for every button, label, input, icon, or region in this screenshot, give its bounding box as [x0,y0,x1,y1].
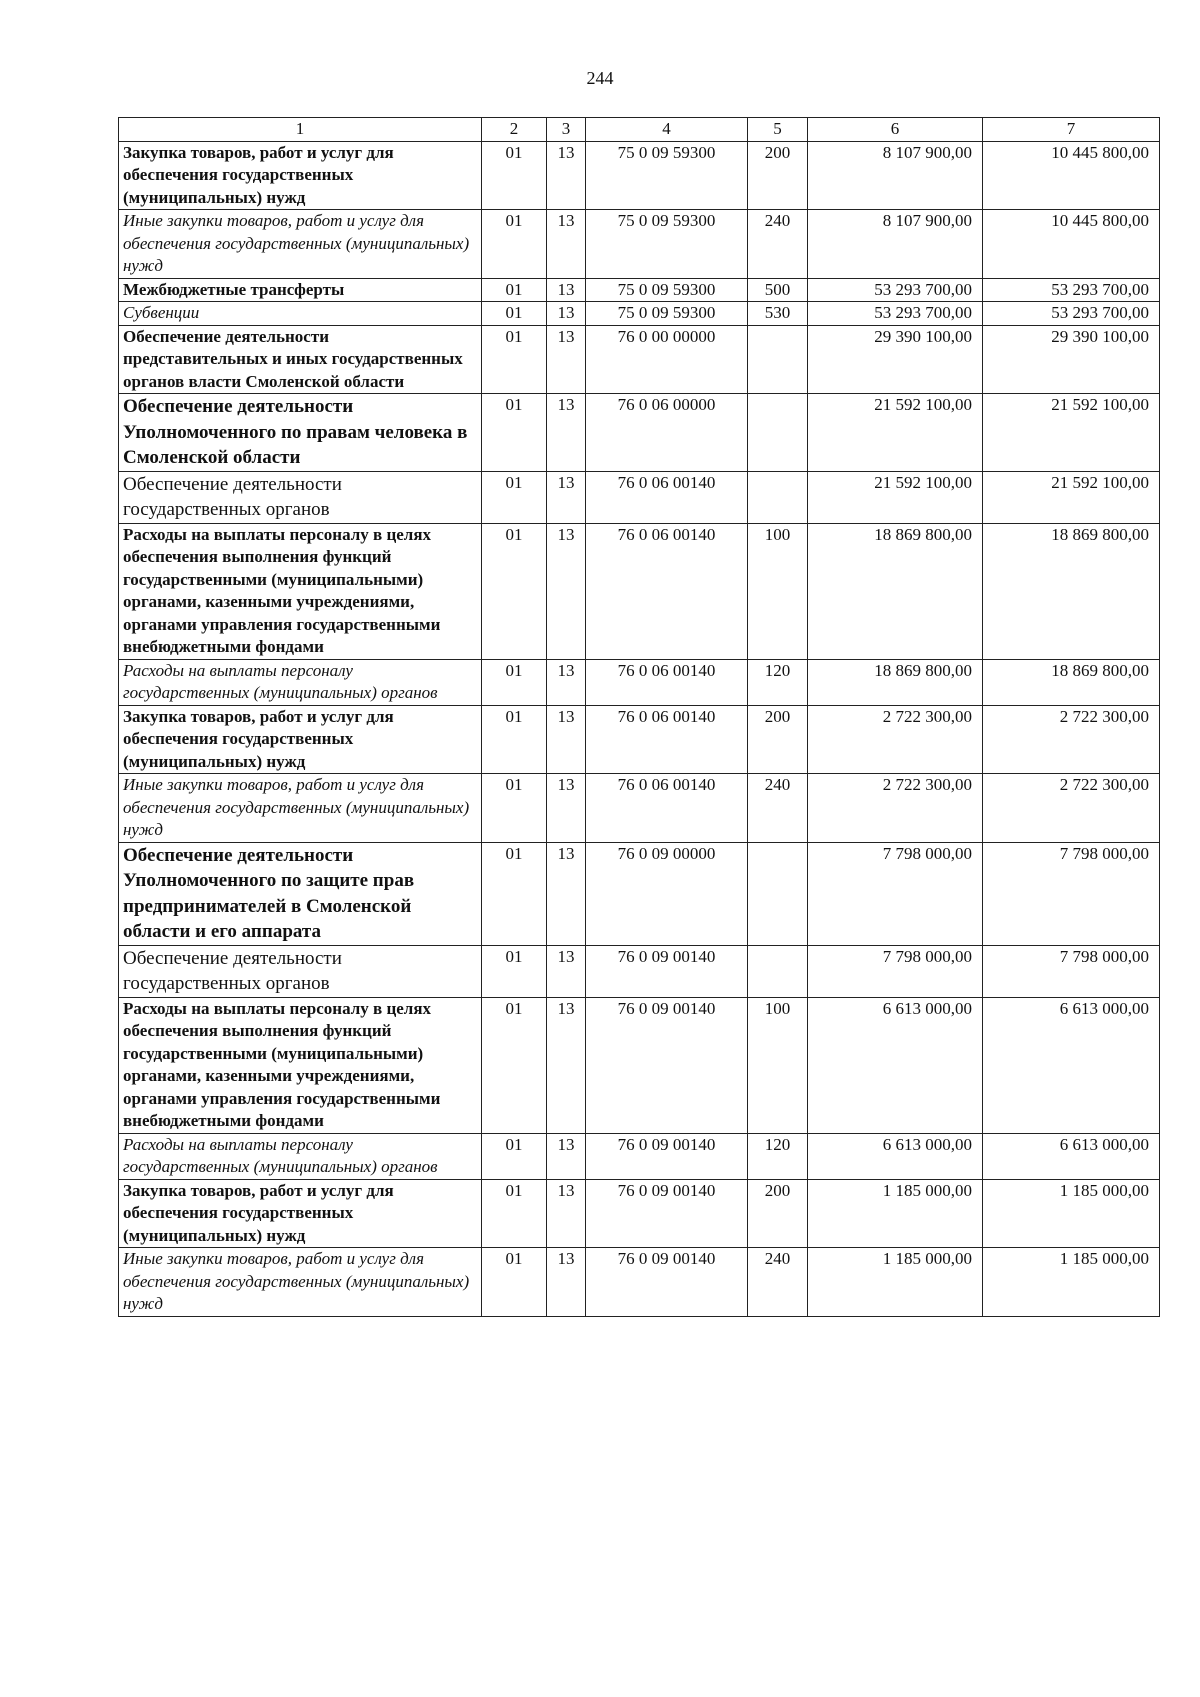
section-code-cell: 01 [482,659,547,705]
expense-type-cell [748,471,808,523]
expense-type-cell: 200 [748,1179,808,1248]
section-code-cell: 01 [482,705,547,774]
amount-year1-cell: 18 869 800,00 [808,523,983,659]
expense-type-cell: 500 [748,278,808,302]
section-code-cell: 01 [482,325,547,394]
section-code-cell: 01 [482,997,547,1133]
column-header-1: 1 [119,118,482,142]
target-article-cell: 75 0 09 59300 [586,302,748,326]
row-name-cell: Иные закупки товаров, работ и услуг для обеспечения государственных (муниципальных) нужд [119,1248,482,1317]
amount-year1-cell: 8 107 900,00 [808,141,983,210]
row-name-cell: Обеспечение деятельности Уполномоченного по правам человека в Смоленской области [119,394,482,472]
section-code-cell: 01 [482,278,547,302]
column-header-5: 5 [748,118,808,142]
column-header-4: 4 [586,118,748,142]
expense-type-cell [748,325,808,394]
amount-year2-cell: 10 445 800,00 [983,141,1160,210]
row-name-cell: Расходы на выплаты персоналу в целях обеспечения выполнения функций государственными (муниципальными) органами, казенными учреждениями, органами управления государственными внебюджетными фондами [119,523,482,659]
table-row [119,774,1160,843]
expense-type-cell: 100 [748,523,808,659]
table-row [119,471,1160,523]
target-article-cell: 76 0 06 00140 [586,705,748,774]
expense-type-cell: 240 [748,210,808,279]
row-name-cell: Расходы на выплаты персоналу государственных (муниципальных) органов [119,659,482,705]
expense-type-cell: 240 [748,774,808,843]
amount-year1-cell: 7 798 000,00 [808,842,983,945]
row-name-cell: Иные закупки товаров, работ и услуг для обеспечения государственных (муниципальных) нужд [119,210,482,279]
target-article-cell: 76 0 09 00140 [586,945,748,997]
amount-year2-cell: 6 613 000,00 [983,1133,1160,1179]
row-name-cell: Обеспечение деятельности государственных органов [119,945,482,997]
amount-year1-cell: 21 592 100,00 [808,471,983,523]
row-name-cell: Обеспечение деятельности представительных и иных государственных органов власти Смоленской области [119,325,482,394]
expense-type-cell: 240 [748,1248,808,1317]
row-name-cell: Расходы на выплаты персоналу в целях обеспечения выполнения функций государственными (муниципальными) органами, казенными учреждениями, органами управления государственными внебюджетными фондами [119,997,482,1133]
target-article-cell: 76 0 06 00000 [586,394,748,472]
table-row [119,325,1160,394]
subsection-code-cell: 13 [547,394,586,472]
subsection-code-cell: 13 [547,945,586,997]
row-name-cell: Межбюджетные трансферты [119,278,482,302]
row-name-cell: Обеспечение деятельности государственных органов [119,471,482,523]
column-header-6: 6 [808,118,983,142]
expense-type-cell: 530 [748,302,808,326]
subsection-code-cell: 13 [547,659,586,705]
section-code-cell: 01 [482,394,547,472]
target-article-cell: 76 0 00 00000 [586,325,748,394]
amount-year1-cell: 8 107 900,00 [808,210,983,279]
target-article-cell: 76 0 06 00140 [586,471,748,523]
amount-year2-cell: 7 798 000,00 [983,842,1160,945]
amount-year1-cell: 2 722 300,00 [808,774,983,843]
section-code-cell: 01 [482,141,547,210]
subsection-code-cell: 13 [547,705,586,774]
table-row [119,141,1160,210]
amount-year2-cell: 10 445 800,00 [983,210,1160,279]
row-name-cell: Закупка товаров, работ и услуг для обеспечения государственных (муниципальных) нужд [119,705,482,774]
row-name-cell: Расходы на выплаты персоналу государственных (муниципальных) органов [119,1133,482,1179]
amount-year2-cell: 18 869 800,00 [983,659,1160,705]
subsection-code-cell: 13 [547,523,586,659]
section-code-cell: 01 [482,774,547,843]
amount-year2-cell: 29 390 100,00 [983,325,1160,394]
column-header-row [119,118,1160,142]
row-name-cell: Иные закупки товаров, работ и услуг для обеспечения государственных (муниципальных) нужд [119,774,482,843]
section-code-cell: 01 [482,210,547,279]
table-row [119,1133,1160,1179]
row-name-cell: Закупка товаров, работ и услуг для обеспечения государственных (муниципальных) нужд [119,1179,482,1248]
section-code-cell: 01 [482,1248,547,1317]
table-row [119,278,1160,302]
target-article-cell: 76 0 09 00140 [586,1133,748,1179]
expense-type-cell: 200 [748,141,808,210]
expense-type-cell: 120 [748,659,808,705]
target-article-cell: 76 0 09 00140 [586,997,748,1133]
amount-year1-cell: 6 613 000,00 [808,1133,983,1179]
section-code-cell: 01 [482,471,547,523]
subsection-code-cell: 13 [547,1133,586,1179]
subsection-code-cell: 13 [547,1179,586,1248]
table-row [119,210,1160,279]
subsection-code-cell: 13 [547,471,586,523]
section-code-cell: 01 [482,945,547,997]
section-code-cell: 01 [482,302,547,326]
amount-year1-cell: 21 592 100,00 [808,394,983,472]
amount-year2-cell: 21 592 100,00 [983,471,1160,523]
target-article-cell: 75 0 09 59300 [586,210,748,279]
subsection-code-cell: 13 [547,842,586,945]
column-header-2: 2 [482,118,547,142]
budget-table [118,117,1160,1317]
subsection-code-cell: 13 [547,141,586,210]
target-article-cell: 76 0 09 00140 [586,1179,748,1248]
target-article-cell: 76 0 06 00140 [586,774,748,843]
expense-type-cell: 120 [748,1133,808,1179]
amount-year2-cell: 1 185 000,00 [983,1179,1160,1248]
amount-year2-cell: 7 798 000,00 [983,945,1160,997]
table-row [119,302,1160,326]
row-name-cell: Закупка товаров, работ и услуг для обеспечения государственных (муниципальных) нужд [119,141,482,210]
amount-year1-cell: 7 798 000,00 [808,945,983,997]
section-code-cell: 01 [482,523,547,659]
amount-year1-cell: 29 390 100,00 [808,325,983,394]
expense-type-cell: 100 [748,997,808,1133]
table-row [119,945,1160,997]
expense-type-cell: 200 [748,705,808,774]
subsection-code-cell: 13 [547,278,586,302]
expense-type-cell [748,842,808,945]
section-code-cell: 01 [482,842,547,945]
amount-year2-cell: 2 722 300,00 [983,705,1160,774]
amount-year2-cell: 18 869 800,00 [983,523,1160,659]
section-code-cell: 01 [482,1179,547,1248]
subsection-code-cell: 13 [547,210,586,279]
column-header-3: 3 [547,118,586,142]
subsection-code-cell: 13 [547,325,586,394]
table-row [119,1248,1160,1317]
amount-year2-cell: 1 185 000,00 [983,1248,1160,1317]
row-name-cell: Обеспечение деятельности Уполномоченного по защите прав предпринимателей в Смоленской области и его аппарата [119,842,482,945]
table-row [119,659,1160,705]
amount-year1-cell: 53 293 700,00 [808,302,983,326]
table-row [119,523,1160,659]
target-article-cell: 76 0 09 00000 [586,842,748,945]
page-number: 244 [586,68,614,88]
amount-year2-cell: 2 722 300,00 [983,774,1160,843]
row-name-cell: Субвенции [119,302,482,326]
amount-year1-cell: 6 613 000,00 [808,997,983,1133]
table-row [119,997,1160,1133]
amount-year1-cell: 1 185 000,00 [808,1248,983,1317]
expense-type-cell [748,945,808,997]
amount-year1-cell: 1 185 000,00 [808,1179,983,1248]
subsection-code-cell: 13 [547,997,586,1133]
target-article-cell: 75 0 09 59300 [586,278,748,302]
amount-year2-cell: 6 613 000,00 [983,997,1160,1133]
subsection-code-cell: 13 [547,302,586,326]
column-header-7: 7 [983,118,1160,142]
amount-year1-cell: 2 722 300,00 [808,705,983,774]
target-article-cell: 76 0 06 00140 [586,523,748,659]
amount-year2-cell: 53 293 700,00 [983,278,1160,302]
subsection-code-cell: 13 [547,1248,586,1317]
amount-year2-cell: 21 592 100,00 [983,394,1160,472]
amount-year1-cell: 53 293 700,00 [808,278,983,302]
table-row [119,842,1160,945]
table-row [119,1179,1160,1248]
section-code-cell: 01 [482,1133,547,1179]
amount-year2-cell: 53 293 700,00 [983,302,1160,326]
table-row [119,394,1160,472]
target-article-cell: 76 0 06 00140 [586,659,748,705]
target-article-cell: 75 0 09 59300 [586,141,748,210]
subsection-code-cell: 13 [547,774,586,843]
table-row [119,705,1160,774]
expense-type-cell [748,394,808,472]
target-article-cell: 76 0 09 00140 [586,1248,748,1317]
amount-year1-cell: 18 869 800,00 [808,659,983,705]
